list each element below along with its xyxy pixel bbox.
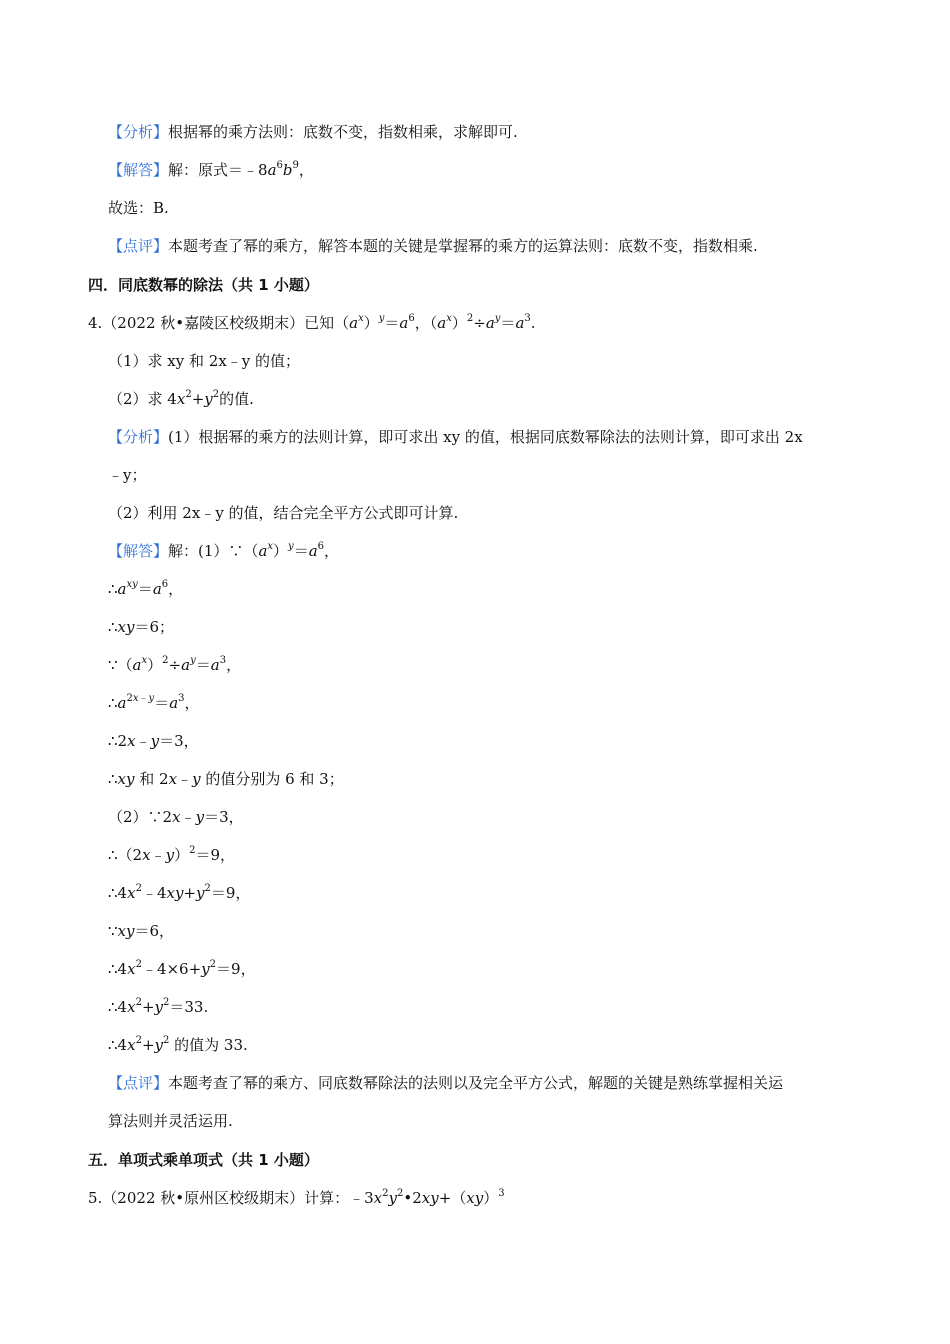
analysis-tag: 【分析】 [108, 123, 169, 141]
q5-stem-prefix: 5.（2022 秋•原州区校级期末）计算： [88, 1189, 350, 1207]
comment-tag: 【点评】 [108, 1074, 169, 1092]
q4-analysis-line1 [108, 427, 803, 447]
q4-analysis-line2: ﹣y； [108, 466, 147, 484]
answer-tag: 【解答】 [108, 161, 169, 179]
step-line: ∴（2x﹣y）$^2$＝9， [108, 845, 235, 864]
section-title: 五．单项式乘单项式（共 1 小题） [88, 1151, 319, 1169]
q4-answer-line: 【解答】解：$(1)\because(a^x)^y=a^6$， [108, 541, 340, 560]
q4-comment-line1 [108, 1073, 783, 1093]
q3-analysis-text: 根据幂的乘方法则：底数不变，指数相乘，求解即可. [168, 123, 518, 141]
q4-sub2-suffix: 的值. [219, 390, 254, 408]
step-line: $\because(a^x)^2\div a^y=a^3$， [108, 655, 242, 674]
q4-sub1: （1）求 xy 和 2x﹣y 的值； [108, 352, 301, 370]
step-line: ∵xy＝6， [108, 922, 175, 940]
step-line: $\therefore 4x^2+y^2=33$. [108, 997, 209, 1016]
step-line: （2）∵2x﹣y＝3， [108, 808, 244, 826]
step-line: ∴xy 和 2x﹣y 的值分别为 6 和 3； [108, 770, 344, 788]
q4-analysis-line3: （2）利用 2x﹣y 的值，结合完全平方公式即可计算. [108, 504, 459, 522]
step-line: $\therefore 4x^2﹣4xy+y^2=9$， [108, 883, 251, 902]
answer-tag: 【解答】 [108, 542, 169, 560]
analysis-tag: 【分析】 [108, 428, 169, 446]
q4-analysis-text1: (1）根据幂的乘方的法则计算，即可求出 xy 的值，根据同底数幂除法的法则计算，即可求出 2x [168, 428, 803, 446]
q4-comment-line2: 算法则并灵活运用. [108, 1112, 233, 1130]
step-line: ∴xy＝6； [108, 618, 175, 636]
q4-stem: 4.（2022 秋•嘉陵区校级期末）已知$(a^x)^y=a^6$，$(a^x)^2\div a^y=a^3$. [88, 313, 536, 332]
section-title: 四．同底数幂的除法（共 1 小题） [88, 276, 319, 294]
q3-comment-line [108, 236, 758, 256]
q3-answer-line: 【解答】解：原式$=﹣8a^6b^9$， [108, 160, 314, 179]
q3-analysis-line [108, 122, 518, 142]
step-line: $\therefore 4x^2﹣4\times 6+y^2=9$， [108, 959, 256, 978]
q5-stem: 5.（2022 秋•原州区校级期末）计算：$﹣3x^2y^2•2xy+(xy)^3$ [88, 1188, 505, 1207]
step-line: $\therefore a^{2x﹣y}=a^3$， [108, 693, 200, 712]
q4-sub2-prefix: （2）求 4 [108, 390, 177, 408]
q4-sub2: （2）求 $4x^2+y^2$的值. [108, 389, 254, 408]
step-line: ∴2x﹣y＝3， [108, 732, 199, 750]
step-line: $\therefore a^{xy}=a^6$， [108, 579, 184, 598]
q3-choice-line: 故选：B. [108, 199, 169, 217]
comment-tag: 【点评】 [108, 237, 169, 255]
q4-answer-prefix: 解：(1）∵ [168, 542, 244, 560]
q3-answer-prefix: 解：原式＝﹣8 [168, 161, 268, 179]
q4-comment-text1: 本题考查了幂的乘方、同底数幂除法的法则以及完全平方公式，解题的关键是熟练掌握相关运 [168, 1074, 784, 1092]
step-line: $\therefore 4x^2+y^2$ 的值为 33. [108, 1035, 248, 1054]
q3-comment-text: 本题考查了幂的乘方，解答本题的关键是掌握幂的乘方的运算法则：底数不变，指数相乘. [168, 237, 758, 255]
q4-stem-prefix: 4.（2022 秋•嘉陵区校级期末）已知 [88, 314, 335, 332]
